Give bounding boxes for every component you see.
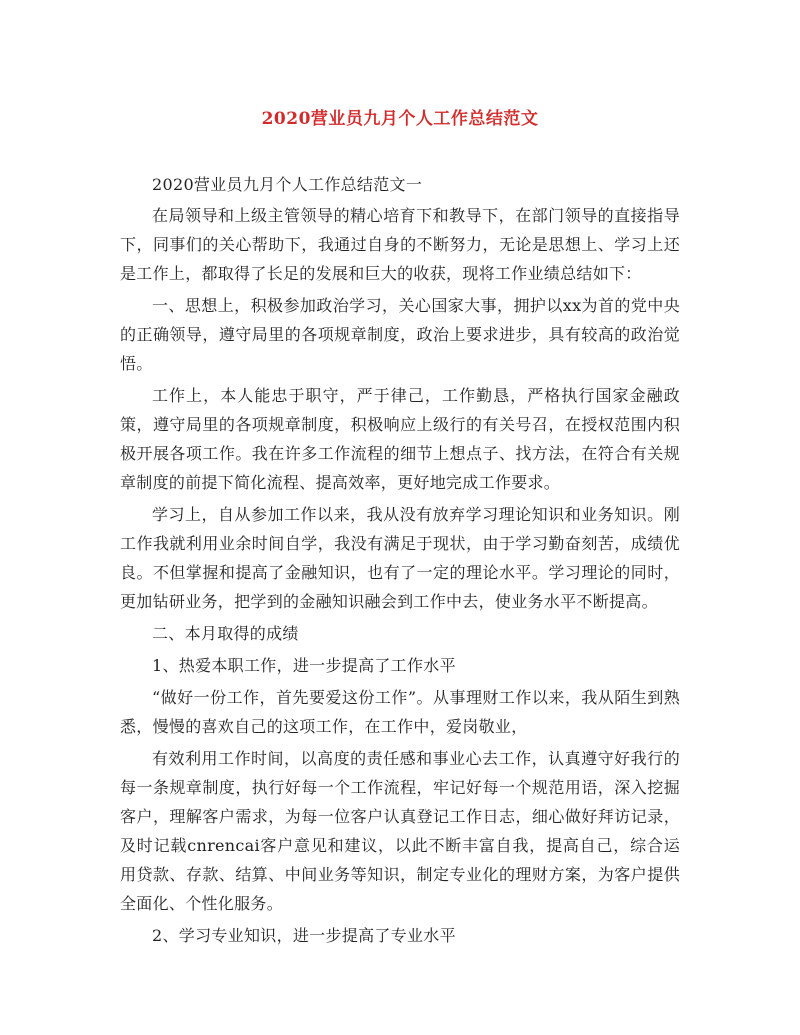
section-heading: 2020营业员九月个人工作总结范文一 — [152, 175, 423, 194]
paragraph-intro: 在局领导和上级主管领导的精心培育下和教导下，在部门领导的直接指导下，同事们的关心帮助下，我通过自身的不断努力，无论是思想上、学习上还是工作上，都取得了长足的发展和巨大的收获，现将工作业绩总结如下： — [120, 206, 680, 283]
section-heading-achievements: 二、本月取得的成绩 — [152, 624, 299, 643]
paragraph-work: 工作上，本人能忠于职守，严于律己，工作勤恳，严格执行国家金融政策，遵守局里的各项规章制度，积极响应上级行的有关号召，在授权范围内积极开展各项工作。我在许多工作流程的细节上想点子、找方法，在符合有关规章制度的前提下简化流程、提高效率，更好地完成工作要求。 — [120, 386, 680, 492]
document-title: 2020营业员九月个人工作总结范文 — [261, 109, 539, 129]
paragraph-ideology: 一、思想上，积极参加政治学习，关心国家大事，拥护以xx为首的党中央的正确领导，遵守局里的各项规章制度，政治上要求进步，具有较高的政治觉悟。 — [120, 296, 680, 373]
document-body — [120, 170, 680, 953]
list-heading-1: 1、热爱本职工作，进一步提高了工作水平 — [152, 656, 456, 675]
paragraph-efficiency: 有效利用工作时间，以高度的责任感和事业心去工作，认真遵守好我行的每一条规章制度，执行好每一个工作流程，牢记好每一个规范用语，深入挖掘客户，理解客户需求，为每一位客户认真登记工作日志，细心做好拜访记录，及时记载cnrencai客户意见和建议，以此不断丰富自我，提高自己，综合运用贷款、存款、结算、中间业务等知识，制定专业化的理财方案，为客户提供全面化、个性化服务。 — [120, 749, 680, 913]
paragraph-love-work: “做好一份工作，首先要爱这份工作”。从事理财工作以来，我从陌生到熟悉，慢慢的喜欢自己的这项工作，在工作中，爱岗敬业， — [120, 688, 680, 736]
list-heading-2: 2、学习专业知识，进一步提高了专业水平 — [152, 926, 456, 945]
paragraph-study: 学习上，自从参加工作以来，我从没有放弃学习理论知识和业务知识。刚工作我就利用业余时间自学，我没有满足于现状，由于学习勤奋刻苦，成绩优良。不但掌握和提高了金融知识，也有了一定的理论水平。学习理论的同时，更加钻研业务，把学到的金融知识融会到工作中去，使业务水平不断提高。 — [120, 505, 680, 611]
